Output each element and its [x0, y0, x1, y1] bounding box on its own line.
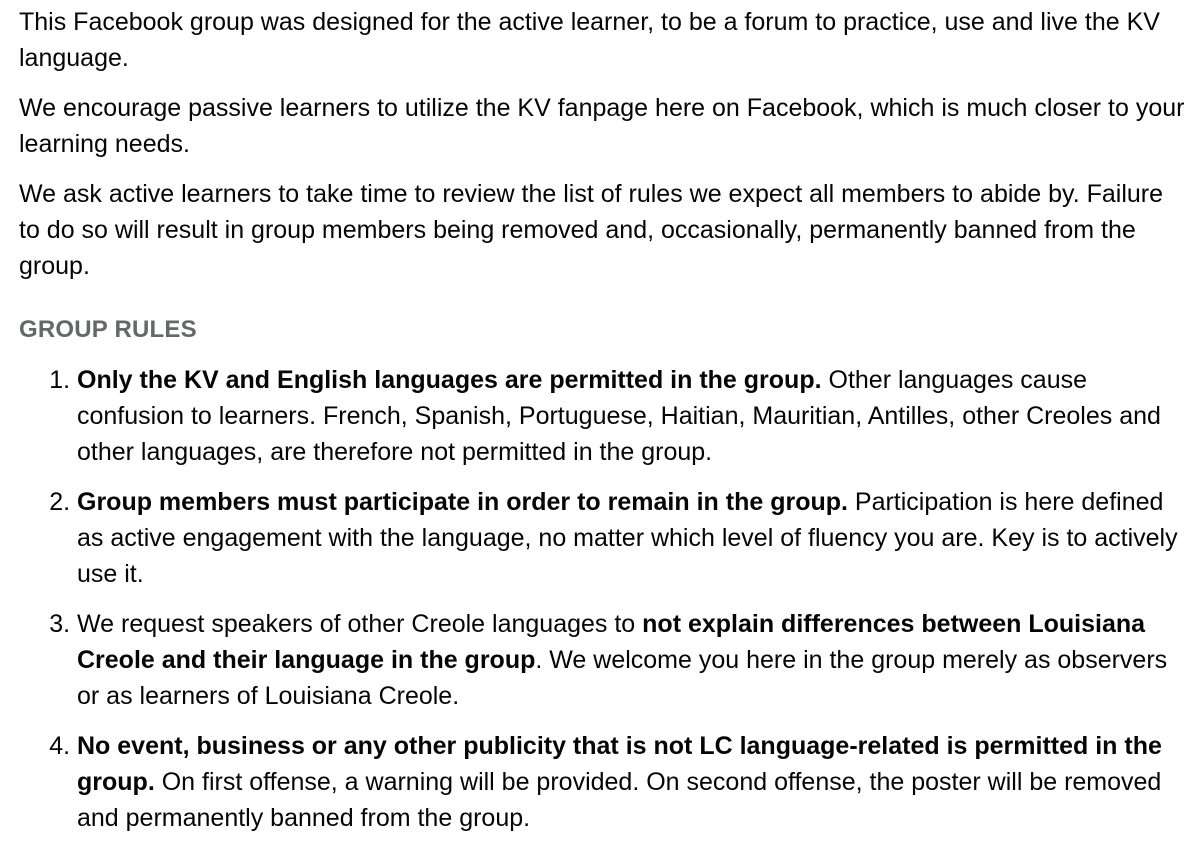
group-rules-heading: GROUP RULES	[19, 316, 197, 343]
rule-4-text: On first offense, a warning will be provided. On second offense, the poster will be removed and permanently banned from the group.	[77, 768, 1162, 832]
rule-item-1	[77, 362, 1186, 470]
rule-1-text: Other languages cause confusion to learners. French, Spanish, Portuguese, Haitian, Mauritian, Antilles, other Creoles and other languages, are therefore not permitted in the group.	[77, 366, 1161, 466]
rule-2-text: Participation is here defined as active engagement with the language, no matter which level of fluency you are. Key is to actively use it.	[77, 488, 1178, 588]
rule-item-2	[77, 484, 1186, 592]
rule-4-bold: No event, business or any other publicity that is not LC language-related is permitted in the group.	[77, 732, 1162, 796]
intro-paragraph-1: This Facebook group was designed for the active learner, to be a forum to practice, use and live the KV language.	[19, 8, 1160, 72]
rule-3-bold: not explain differences between Louisiana Creole and their language in the group	[77, 610, 1146, 674]
intro-paragraph-2: We encourage passive learners to utilize the KV fanpage here on Facebook, which is much closer to your learning needs.	[19, 94, 1185, 158]
rules-list	[19, 362, 1186, 836]
rule-item-3	[77, 606, 1186, 714]
rule-3-pre: We request speakers of other Creole languages to	[77, 610, 643, 638]
rule-item-4	[77, 728, 1186, 836]
rule-1-bold: Only the KV and English languages are permitted in the group.	[77, 366, 822, 394]
rule-2-bold: Group members must participate in order to remain in the group.	[77, 488, 848, 516]
rule-3-text: . We welcome you here in the group merely as observers or as learners of Louisiana Creole.	[77, 646, 1168, 710]
intro-paragraph-3: We ask active learners to take time to review the list of rules we expect all members to abide by. Failure to do so will result in group members being removed and, occasionally, permanently banned from the group.	[19, 180, 1164, 280]
